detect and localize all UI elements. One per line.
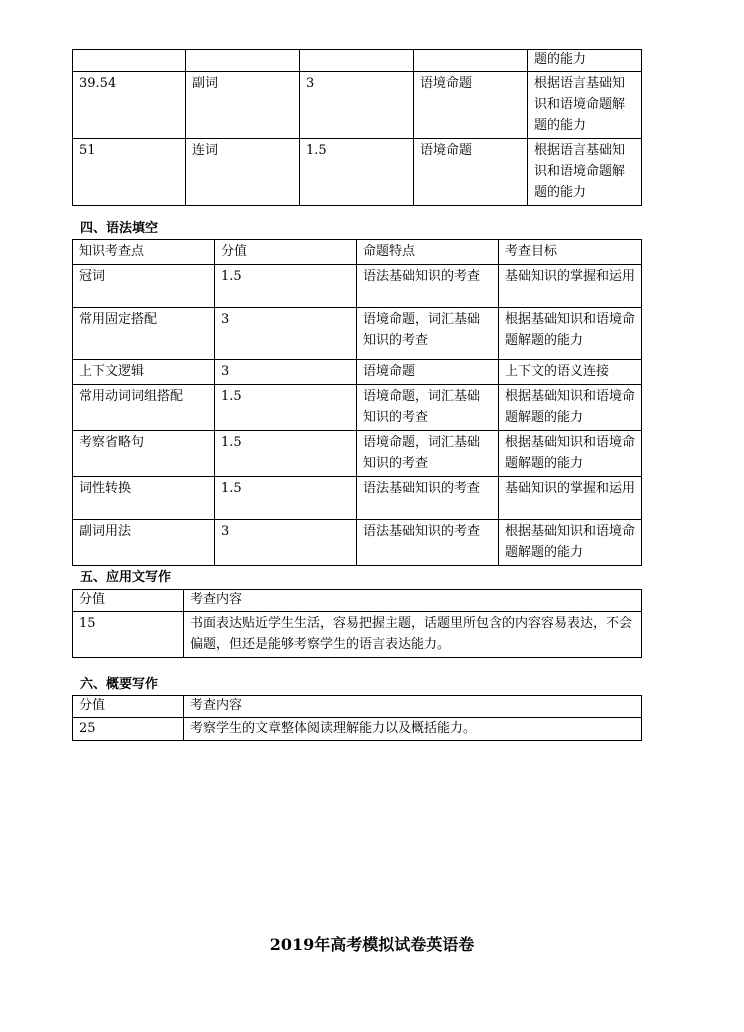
table-cell: 连词 [186, 139, 300, 206]
table-row [73, 139, 642, 206]
table-header-row [73, 696, 642, 718]
column-header: 分值 [215, 240, 357, 265]
column-header: 考查内容 [184, 696, 642, 718]
table-cell: 1.5 [215, 431, 357, 477]
section-title-grammar-fill: 四、语法填空 [80, 221, 159, 236]
table-cell: 39.54 [73, 72, 186, 139]
table-header-row [73, 590, 642, 612]
grammar-fill-table [72, 239, 642, 566]
table-header-row [73, 240, 642, 265]
vocab-table [72, 49, 642, 206]
table-cell: 25 [73, 718, 184, 741]
table-cell: 3 [215, 360, 357, 385]
table-row [73, 50, 642, 72]
table-cell: 词性转换 [73, 477, 215, 520]
table-row [73, 72, 642, 139]
table-cell: 语境命题 [414, 72, 528, 139]
table-cell: 语境命题，词汇基础知识的考查 [357, 385, 499, 431]
table-row [73, 265, 642, 308]
table-cell: 语境命题 [357, 360, 499, 385]
table-cell: 3 [215, 520, 357, 566]
column-header: 分值 [73, 590, 184, 612]
table-row [73, 431, 642, 477]
table-cell [186, 50, 300, 72]
column-header: 命题特点 [357, 240, 499, 265]
table-cell: 上下文逻辑 [73, 360, 215, 385]
table-cell: 基础知识的掌握和运用 [499, 265, 642, 308]
document-footer-title: 2019年高考模拟试卷英语卷 [269, 935, 475, 954]
table-cell: 1.5 [215, 477, 357, 520]
table-cell: 根据基础知识和语境命题解题的能力 [499, 308, 642, 360]
table-cell: 副词 [186, 72, 300, 139]
table-row [73, 385, 642, 431]
table-row [73, 477, 642, 520]
column-header: 知识考查点 [73, 240, 215, 265]
table-cell: 3 [215, 308, 357, 360]
table-row [73, 612, 642, 658]
column-header: 考查目标 [499, 240, 642, 265]
section-title-summary-writing: 六、概要写作 [80, 677, 159, 692]
table-cell: 语法基础知识的考查 [357, 265, 499, 308]
table-cell: 书面表达贴近学生生活，容易把握主题，话题里所包含的内容容易表达，不会偏题，但还是能够考察学生的语言表达能力。 [184, 612, 642, 658]
table-cell [414, 50, 528, 72]
table-cell: 考察学生的文章整体阅读理解能力以及概括能力。 [184, 718, 642, 741]
table-cell: 根据语言基础知识和语境命题解题的能力 [528, 72, 642, 139]
table-cell: 常用动词词组搭配 [73, 385, 215, 431]
table-cell: 1.5 [300, 139, 414, 206]
table-cell: 副词用法 [73, 520, 215, 566]
table-cell: 51 [73, 139, 186, 206]
table-row [73, 360, 642, 385]
table-row [73, 308, 642, 360]
table-cell: 15 [73, 612, 184, 658]
table-cell: 题的能力 [528, 50, 642, 72]
table-cell: 常用固定搭配 [73, 308, 215, 360]
table-cell: 基础知识的掌握和运用 [499, 477, 642, 520]
section-title-practical-writing: 五、应用文写作 [80, 570, 172, 585]
table-row [73, 718, 642, 741]
table-cell: 上下文的语义连接 [499, 360, 642, 385]
table-cell: 语法基础知识的考查 [357, 477, 499, 520]
table-cell: 1.5 [215, 385, 357, 431]
table-cell: 根据语言基础知识和语境命题解题的能力 [528, 139, 642, 206]
table-cell: 语法基础知识的考查 [357, 520, 499, 566]
summary-writing-table [72, 695, 642, 741]
table-cell: 根据基础知识和语境命题解题的能力 [499, 431, 642, 477]
table-row [73, 520, 642, 566]
table-cell: 根据基础知识和语境命题解题的能力 [499, 385, 642, 431]
table-cell: 1.5 [215, 265, 357, 308]
table-cell: 语境命题，词汇基础知识的考查 [357, 431, 499, 477]
column-header: 考查内容 [184, 590, 642, 612]
table-cell: 语境命题，词汇基础知识的考查 [357, 308, 499, 360]
table-cell [73, 50, 186, 72]
practical-writing-table [72, 589, 642, 658]
table-cell: 语境命题 [414, 139, 528, 206]
table-cell [300, 50, 414, 72]
table-cell: 冠词 [73, 265, 215, 308]
table-cell: 3 [300, 72, 414, 139]
table-cell: 考察省略句 [73, 431, 215, 477]
column-header: 分值 [73, 696, 184, 718]
table-cell: 根据基础知识和语境命题解题的能力 [499, 520, 642, 566]
